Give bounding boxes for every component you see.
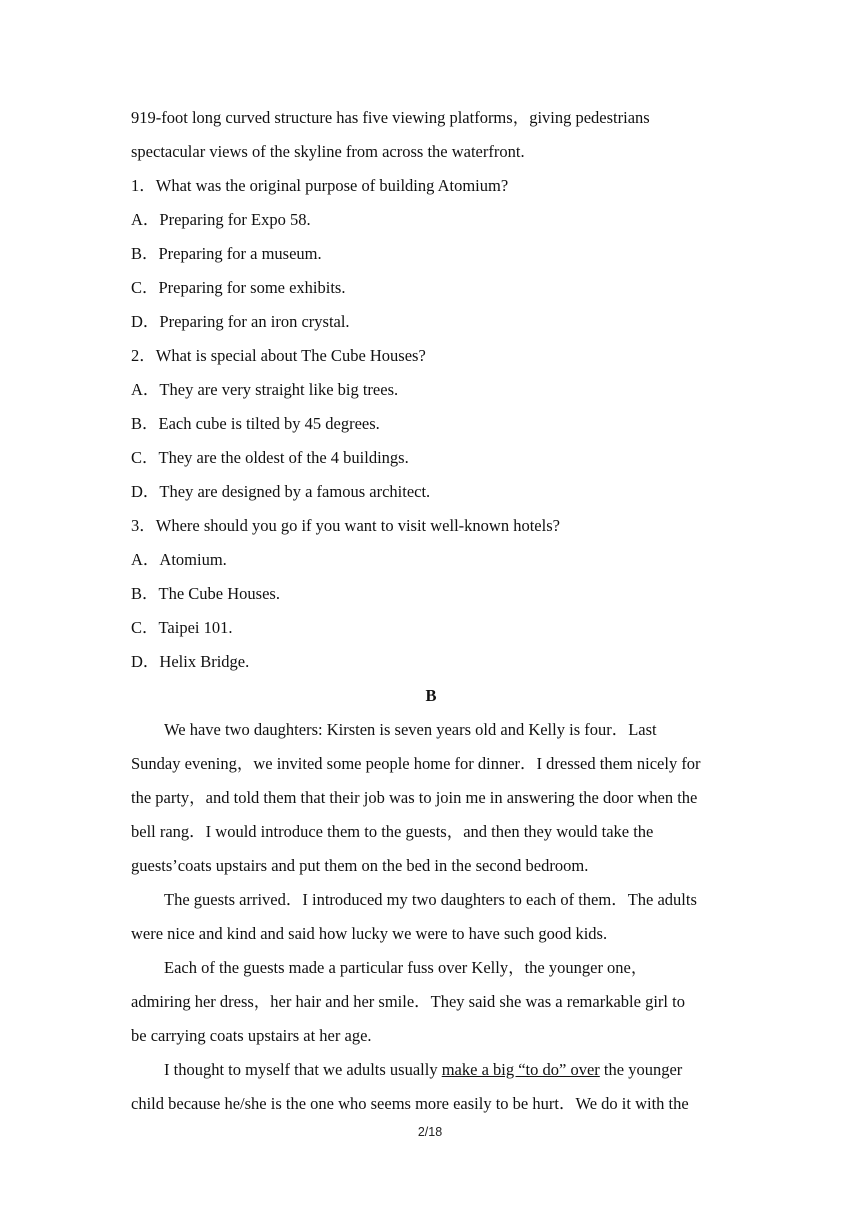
intro-line: spectacular views of the skyline from across the waterfront.: [131, 142, 525, 161]
paragraph-line: guests’coats upstairs and put them on the bed in the second bedroom.: [131, 856, 589, 875]
option-b: B．Each cube is tilted by 45 degrees.: [131, 414, 380, 433]
question-3: 3．Where should you go if you want to visit well-known hotels?: [131, 516, 560, 535]
option-b: B．The Cube Houses.: [131, 584, 280, 603]
paragraph-4: [131, 1053, 731, 1121]
option-a: A．They are very straight like big trees.: [131, 380, 399, 399]
paragraph-2: [131, 883, 731, 951]
option-c: C．They are the oldest of the 4 buildings.: [131, 448, 409, 467]
paragraph-line: be carrying coats upstairs at her age.: [131, 1026, 372, 1045]
paragraph-line: [131, 1053, 731, 1087]
text-segment: the younger: [599, 1060, 683, 1079]
paragraph-line: the party，and told them that their job was to join me in answering the door when the: [131, 788, 698, 807]
paragraph-line: were nice and kind and said how lucky we were to have such good kids.: [131, 924, 608, 943]
option-a: A．Preparing for Expo 58.: [131, 210, 311, 229]
page-number: 2/18: [417, 1125, 443, 1139]
option-d: D．Preparing for an iron crystal.: [131, 312, 350, 331]
text-segment: I thought to myself that we adults usually: [164, 1060, 442, 1079]
paragraph-line: bell rang．I would introduce them to the guests，and then they would take the: [131, 822, 654, 841]
paragraph-line: The guests arrived．I introduced my two daughters to each of them．The adults: [164, 890, 697, 909]
underlined-phrase: make a big “to do” over: [441, 1060, 600, 1079]
section-heading: B: [425, 686, 437, 705]
paragraph-line: child because he/she is the one who seems more easily to be hurt．We do it with the: [131, 1094, 689, 1113]
page-content: [131, 101, 731, 1121]
option-b: B．Preparing for a museum.: [131, 244, 322, 263]
intro-line: 919-foot long curved structure has five viewing platforms，giving pedestrians: [131, 108, 650, 127]
option-d: D．Helix Bridge.: [131, 652, 250, 671]
paragraph-line: We have two daughters: Kirsten is seven years old and Kelly is four．Last: [164, 720, 657, 739]
option-c: C．Preparing for some exhibits.: [131, 278, 346, 297]
paragraph-3: [131, 951, 731, 1053]
question-1: 1．What was the original purpose of building Atomium?: [131, 176, 509, 195]
question-2: 2．What is special about The Cube Houses?: [131, 346, 426, 365]
paragraph-line: Sunday evening，we invited some people home for dinner．I dressed them nicely for: [131, 754, 701, 773]
paragraph-line: Each of the guests made a particular fuss over Kelly，the younger one，: [164, 958, 648, 977]
option-a: A．Atomium.: [131, 550, 227, 569]
paragraph-line: admiring her dress，her hair and her smile．They said she was a remarkable girl to: [131, 992, 685, 1011]
option-c: C．Taipei 101.: [131, 618, 233, 637]
option-d: D．They are designed by a famous architect.: [131, 482, 431, 501]
paragraph-1: [131, 713, 731, 883]
